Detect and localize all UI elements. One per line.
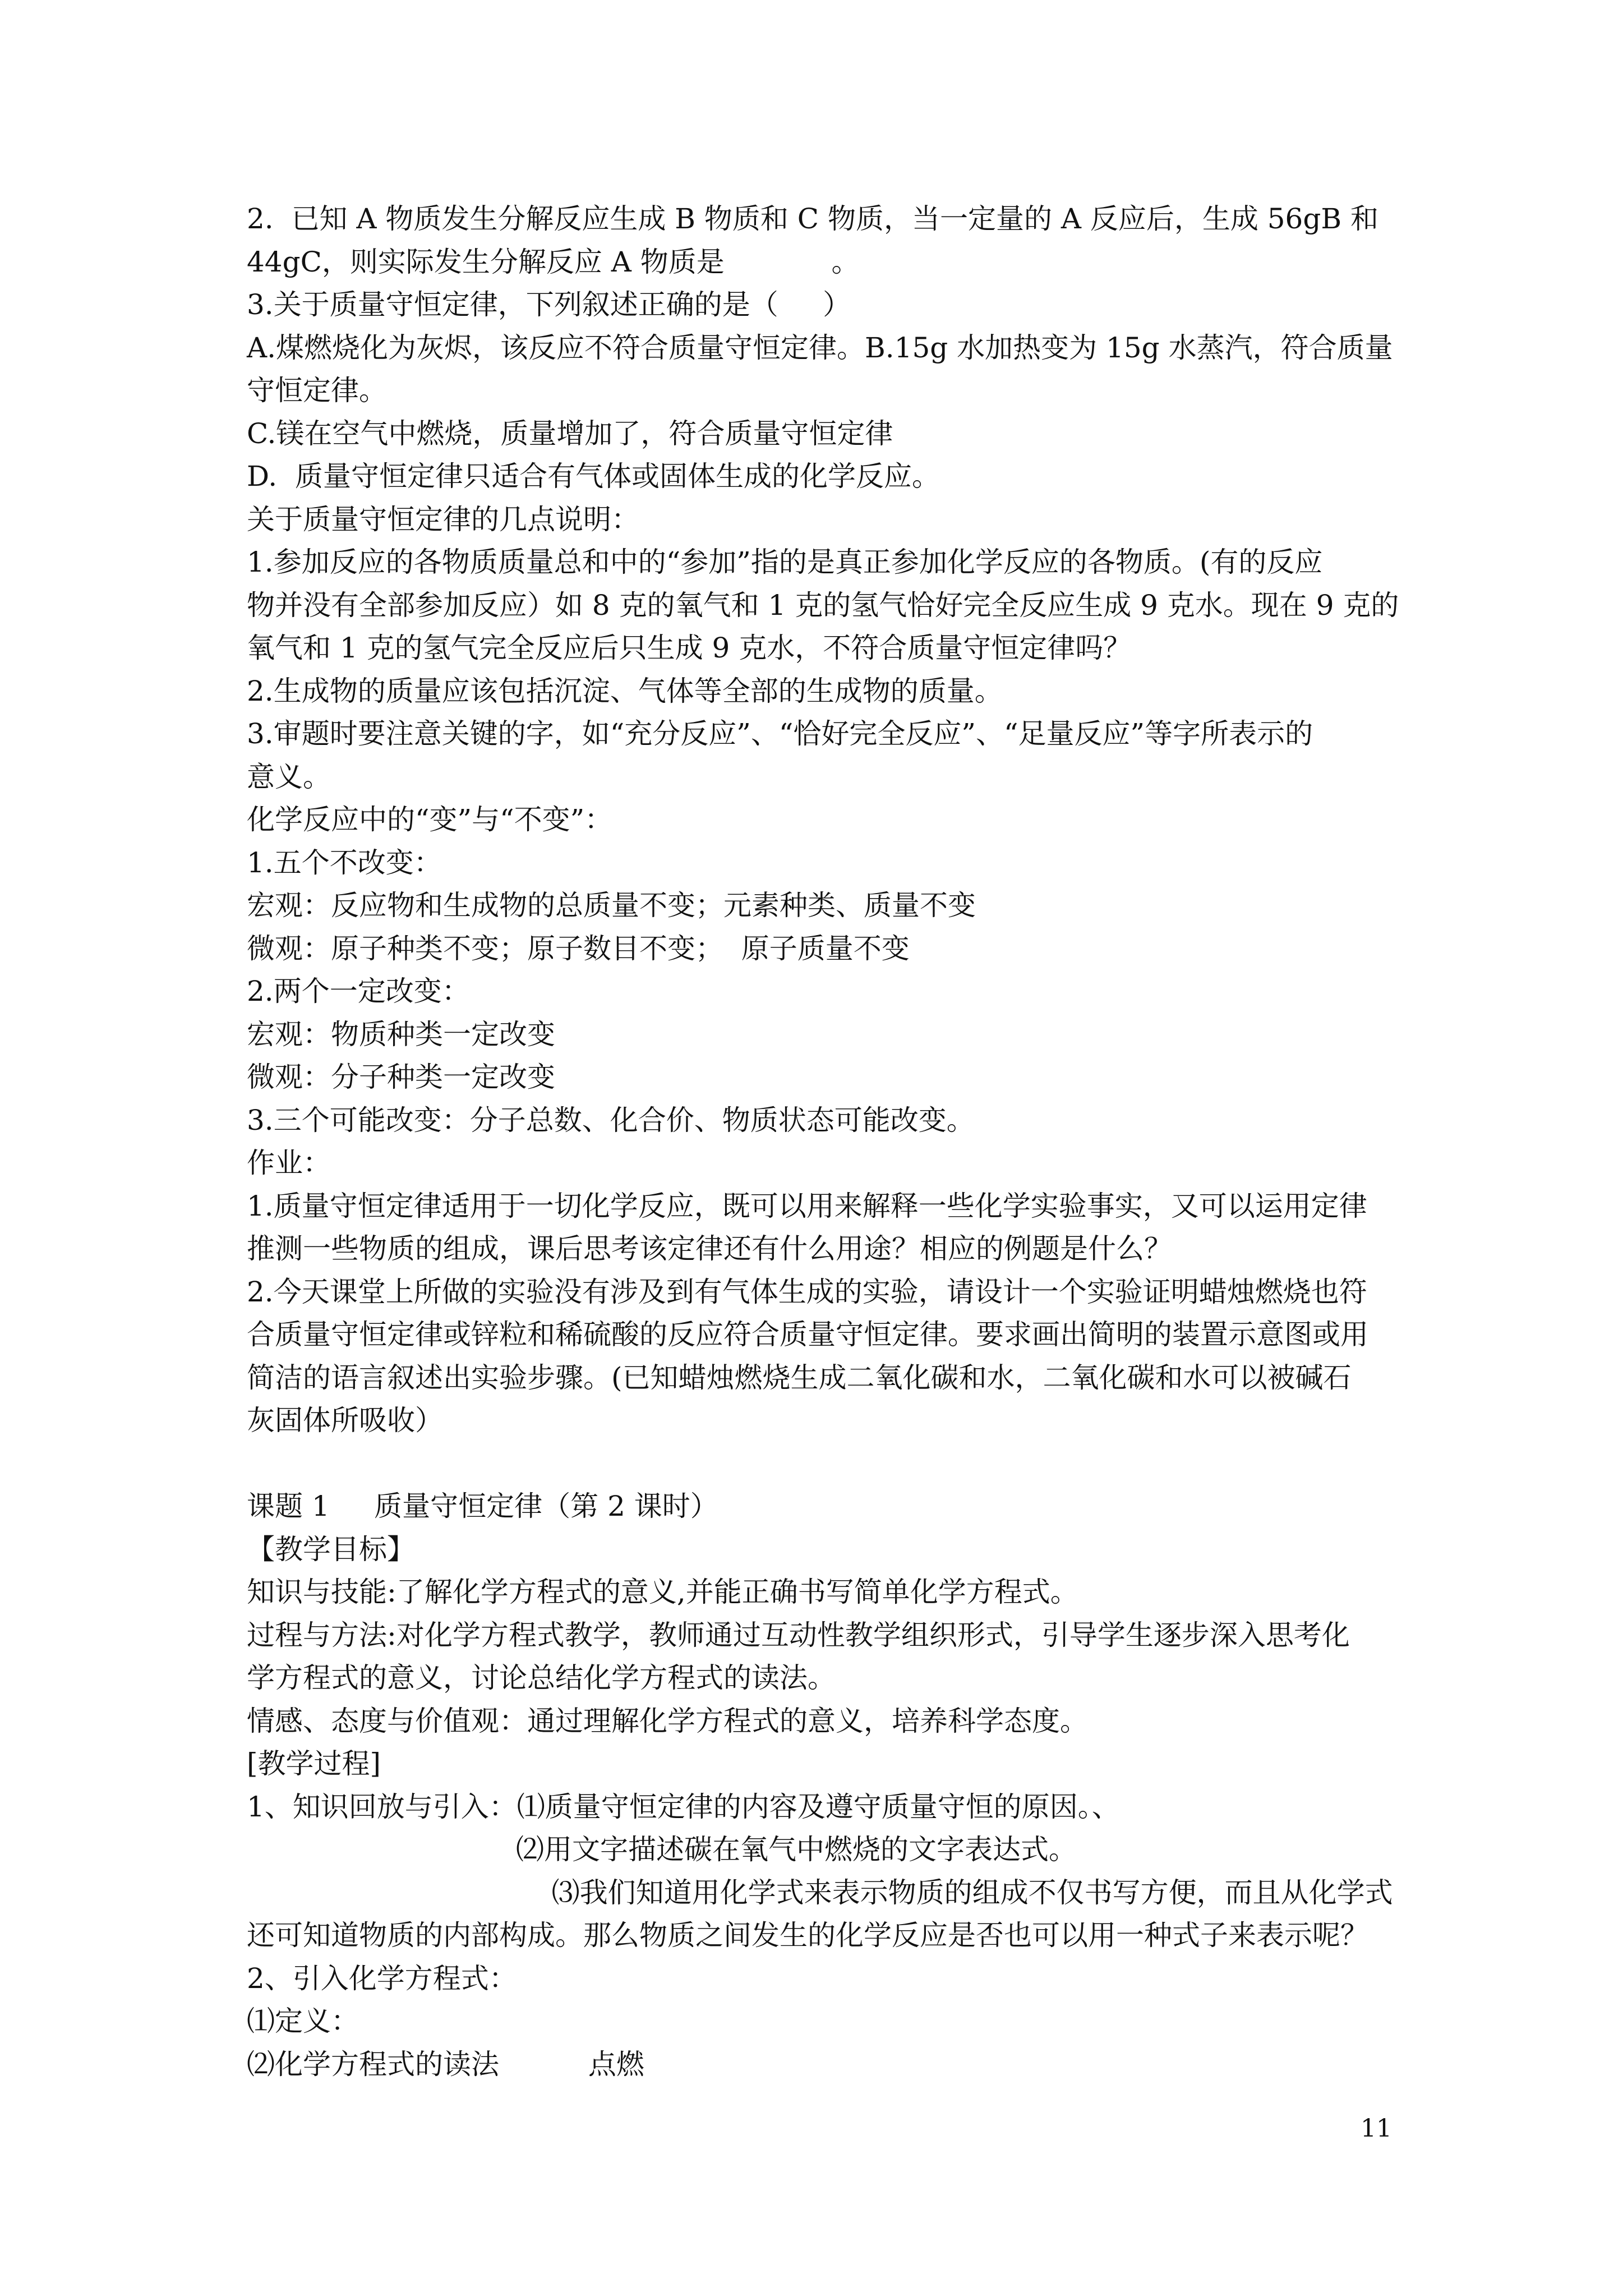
text-line: 微观：分子种类一定改变 <box>247 1061 555 1093</box>
section-heading: 化学反应中的“变”与“不变”： <box>247 803 613 836</box>
text-line: 2.生成物的质量应该包括沉淀、气体等全部的生成物的质量。 <box>247 674 1003 707</box>
text-line: 灰固体所吸收） <box>247 1404 443 1437</box>
section-heading: [教学过程] <box>247 1747 381 1780</box>
document-body <box>247 197 1399 2086</box>
text-line: 守恒定律。 <box>247 374 387 407</box>
text-line: 情感、态度与价值观：通过理解化学方程式的意义，培养科学态度。 <box>247 1704 1088 1737</box>
text-line: 2.今天课堂上所做的实验没有涉及到有气体生成的实验，请设计一个实验证明蜡烛燃烧也符 <box>247 1275 1367 1308</box>
text-line: 推测一些物质的组成，课后思考该定律还有什么用途？相应的例题是什么？ <box>247 1232 1172 1265</box>
text-line: 1.质量守恒定律适用于一切化学反应，既可以用来解释一些化学实验事实，又可以运用定律 <box>247 1189 1367 1222</box>
text-line: ⑵化学方程式的读法 点燃 <box>247 2047 644 2081</box>
text-line: 宏观：物质种类一定改变 <box>247 1018 555 1051</box>
section-heading: 关于质量守恒定律的几点说明： <box>247 503 639 536</box>
text-line: 知识与技能:了解化学方程式的意义,并能正确书写简单化学方程式。 <box>247 1576 1078 1608</box>
page-number: 11 <box>1361 2114 1392 2143</box>
text-line: 2、引入化学方程式： <box>247 1962 517 1995</box>
lesson-title: 课题 1 质量守恒定律（第 2 课时） <box>247 1490 718 1522</box>
text-line: 44gC，则实际发生分解反应 A 物质是 。 <box>247 245 860 278</box>
text-line: 1、知识回放与引入：⑴质量守恒定律的内容及遵守质量守恒的原因。、 <box>247 1790 1120 1823</box>
text-line: 1.五个不改变： <box>247 846 442 879</box>
text-line: 物并没有全部参加反应）如 8 克的氧气和 1 克的氢气恰好完全反应生成 9 克水。现在 9 克的 <box>247 588 1399 622</box>
text-line: 3.审题时要注意关键的字，如“充分反应”、“恰好完全反应”、“足量反应”等字所表示的 <box>247 717 1313 750</box>
text-line: A.煤燃烧化为灰烬，该反应不符合质量守恒定律。B.15g 水加热变为 15g 水蒸汽，符合质量 <box>247 331 1393 364</box>
text-line: ⑶我们知道用化学式来表示物质的组成不仅书写方便，而且从化学式 <box>516 1876 1393 1909</box>
text-line: 微观：原子种类不变；原子数目不变； 原子质量不变 <box>247 932 910 965</box>
text-line: 氧气和 1 克的氢气完全反应后只生成 9 克水，不符合质量守恒定律吗？ <box>247 632 1132 664</box>
text-line: 意义。 <box>247 760 331 793</box>
text-line: 还可知道物质的内部构成。那么物质之间发生的化学反应是否也可以用一种式子来表示呢？ <box>247 1919 1368 1952</box>
blank-line <box>247 1442 1391 1485</box>
text-line: 3.三个可能改变：分子总数、化合价、物质状态可能改变。 <box>247 1103 975 1137</box>
text-line: 1.参加反应的各物质质量总和中的“参加”指的是真正参加化学反应的各物质。(有的反应 <box>247 546 1323 578</box>
text-line: 简洁的语言叙述出实验步骤。(已知蜡烛燃烧生成二氧化碳和水，二氧化碳和水可以被碱石 <box>247 1361 1352 1394</box>
text-line: 宏观：反应物和生成物的总质量不变；元素种类、质量不变 <box>247 889 976 922</box>
text-line: 学方程式的意义，讨论总结化学方程式的读法。 <box>247 1662 836 1694</box>
text-line: ⑴定义： <box>247 2005 359 2037</box>
text-line: 3.关于质量守恒定律，下列叙述正确的是（ ） <box>247 288 851 321</box>
text-line: 2. 已知 A 物质发生分解反应生成 B 物质和 C 物质，当一定量的 A 反应后，生成 56gB 和 <box>247 203 1379 235</box>
text-line: C.镁在空气中燃烧，质量增加了，符合质量守恒定律 <box>247 417 893 450</box>
section-heading: 【教学目标】 <box>247 1533 415 1566</box>
text-line: D. 质量守恒定律只适合有气体或固体生成的化学反应。 <box>247 460 940 493</box>
text-line: 过程与方法:对化学方程式教学，教师通过互动性教学组织形式，引导学生逐步深入思考化 <box>247 1618 1350 1651</box>
text-line: ⑵用文字描述碳在氧气中燃烧的文字表达式。 <box>516 1833 1077 1866</box>
text-line: 合质量守恒定律或锌粒和稀硫酸的反应符合质量守恒定律。要求画出简明的装置示意图或用 <box>247 1318 1368 1351</box>
section-heading: 作业： <box>247 1147 331 1179</box>
text-line: 2.两个一定改变： <box>247 975 470 1007</box>
